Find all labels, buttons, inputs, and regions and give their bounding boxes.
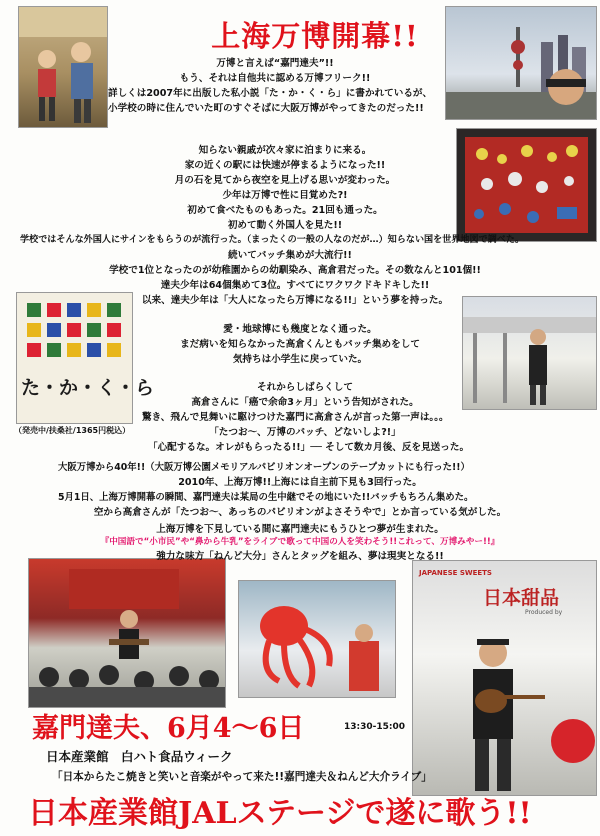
intro-line-2: もう、それは自他共に認める万博フリーク!!: [179, 73, 371, 84]
shanghai-skyline-photo: [445, 6, 597, 120]
book-caption: （発売中/扶桑社/1365円税込）: [14, 426, 131, 435]
intro-line-1: 万博と言えば“嘉門達夫”!!: [216, 58, 334, 69]
story-line-4: 少年は万博で性に目覚めた?!: [222, 190, 348, 201]
book-title: た・か・く・ら: [21, 377, 155, 399]
event-subtitle: 「日本からたこ焼きと笑いと音楽がやって来た!!嘉門達夫＆ねんど大介ライブ」: [52, 771, 432, 783]
story-line-5: 初めて食べたものもあった。21回も通った。: [187, 205, 383, 216]
event-closing: 日本産業館JALステージで遂に歌う!!: [28, 796, 532, 831]
expo-site-photo: [462, 296, 597, 410]
story-line-6: 初めて動く外国人を見た!!: [227, 220, 343, 231]
sweets-stage-photo: [412, 560, 597, 796]
story-line-1: 知らない親戚が次々家に泊まりに来る。: [198, 145, 372, 156]
story-line-11: 以来、達夫少年は「大人になったら万博になる!!」という夢を持った。: [141, 295, 449, 306]
stage-sign-chinese: 日本甜品: [483, 587, 560, 609]
later-line-2: 高倉さんに「癌で余命3ヶ月」という告知がされた。: [191, 397, 419, 408]
childhood-photo: [18, 6, 108, 128]
stage-sign-produced: Produced by: [525, 609, 563, 616]
love-line-2: まだ病いを知らなかった高倉くんともバッチ集めをして: [180, 339, 420, 350]
tag-line: 強力な味方「ねんど大分」さんとタッグを組み、夢は現実となる!!: [156, 551, 444, 562]
dream-line: 上海万博を下見している間に嘉門達夫にもうひとつ夢が生まれた。: [156, 524, 444, 535]
later-line-4: 「たつお～、万博のバッチ、どないしよ?!」: [209, 427, 401, 438]
octopus-balloon-photo: [238, 580, 396, 698]
story-line-10: 達夫少年は64個集めて3位。すべてにワクワクドキドキした!!: [160, 280, 430, 291]
years-line-4: 空から高倉さんが「たつお～、あっちのパビリオンがよさそうやで」とか言っている気がした。: [93, 507, 507, 518]
story-line-7: 学校ではそんな外国人にサインをもらうのが流行った。（まったくの一般の人なのだが…）知らない国を世界地図で調べた。: [20, 235, 525, 245]
years-line-3: 5月1日、上海万博開幕の瞬間、嘉門達夫は某局の生中継でその地にいた!!バッチもちろん集めた。: [58, 492, 474, 503]
later-line-5: 「心配するな。オレがもらったる!!」── そして数カ月後、反を見送った。: [148, 442, 470, 453]
shanghai-concert-photo: [28, 558, 226, 708]
later-line-3: 驚き、飛んで見舞いに駆けつけた嘉門に高倉さんが言った第一声は。。。: [142, 412, 449, 423]
years-line-2: 2010年、上海万博!!上海には自主前下見も3回行った。: [178, 477, 422, 488]
love-line-3: 気持ちは小学生に戻っていた。: [232, 354, 368, 365]
story-line-3: 月の石を見てから夜空を見上げる思いが変わった。: [174, 175, 396, 186]
event-headline: 嘉門達夫、6月4～6日: [32, 713, 305, 744]
years-line-1: 大阪万博から40年!!（大阪万博公園メモリアルパビリオンオープンのテープカットにも行った!!）: [58, 462, 470, 473]
book-cover: [16, 292, 155, 424]
event-venue: 日本産業館 白ハト食品ウィーク: [46, 749, 233, 764]
event-time: 13:30-15:00: [344, 722, 406, 732]
intro-line-4: 小学校の時に住んでいた町のすぐそばに大阪万博がやってきたのだった!!: [108, 103, 424, 114]
stage-sign-english: JAPANESE SWEETS: [419, 569, 492, 577]
later-line-1: それからしばらくして: [257, 382, 353, 393]
story-line-2: 家の近くの駅には快速が停まるようになった!!: [184, 160, 386, 171]
intro-line-3: 詳しくは2007年に出版した私小説「た・か・く・ら」に書かれているが、: [108, 88, 433, 99]
love-line-1: 愛・地球博にも幾度となく通った。: [223, 324, 377, 335]
story-line-8: 続いてバッチ集めが大流行!!: [228, 250, 352, 261]
badge-collection-photo: [456, 128, 597, 242]
story-line-9: 学校で1位となったのが幼稚園からの幼馴染み、高倉君だった。その数なんと101個!!: [109, 265, 481, 276]
quote-line: 『中国語で“小市民”や“鼻から牛乳”をライブで歌って中国の人を笑わそう!!これって、万博みやー!!』: [100, 537, 500, 547]
page-title: 上海万博開幕!!: [211, 19, 419, 53]
